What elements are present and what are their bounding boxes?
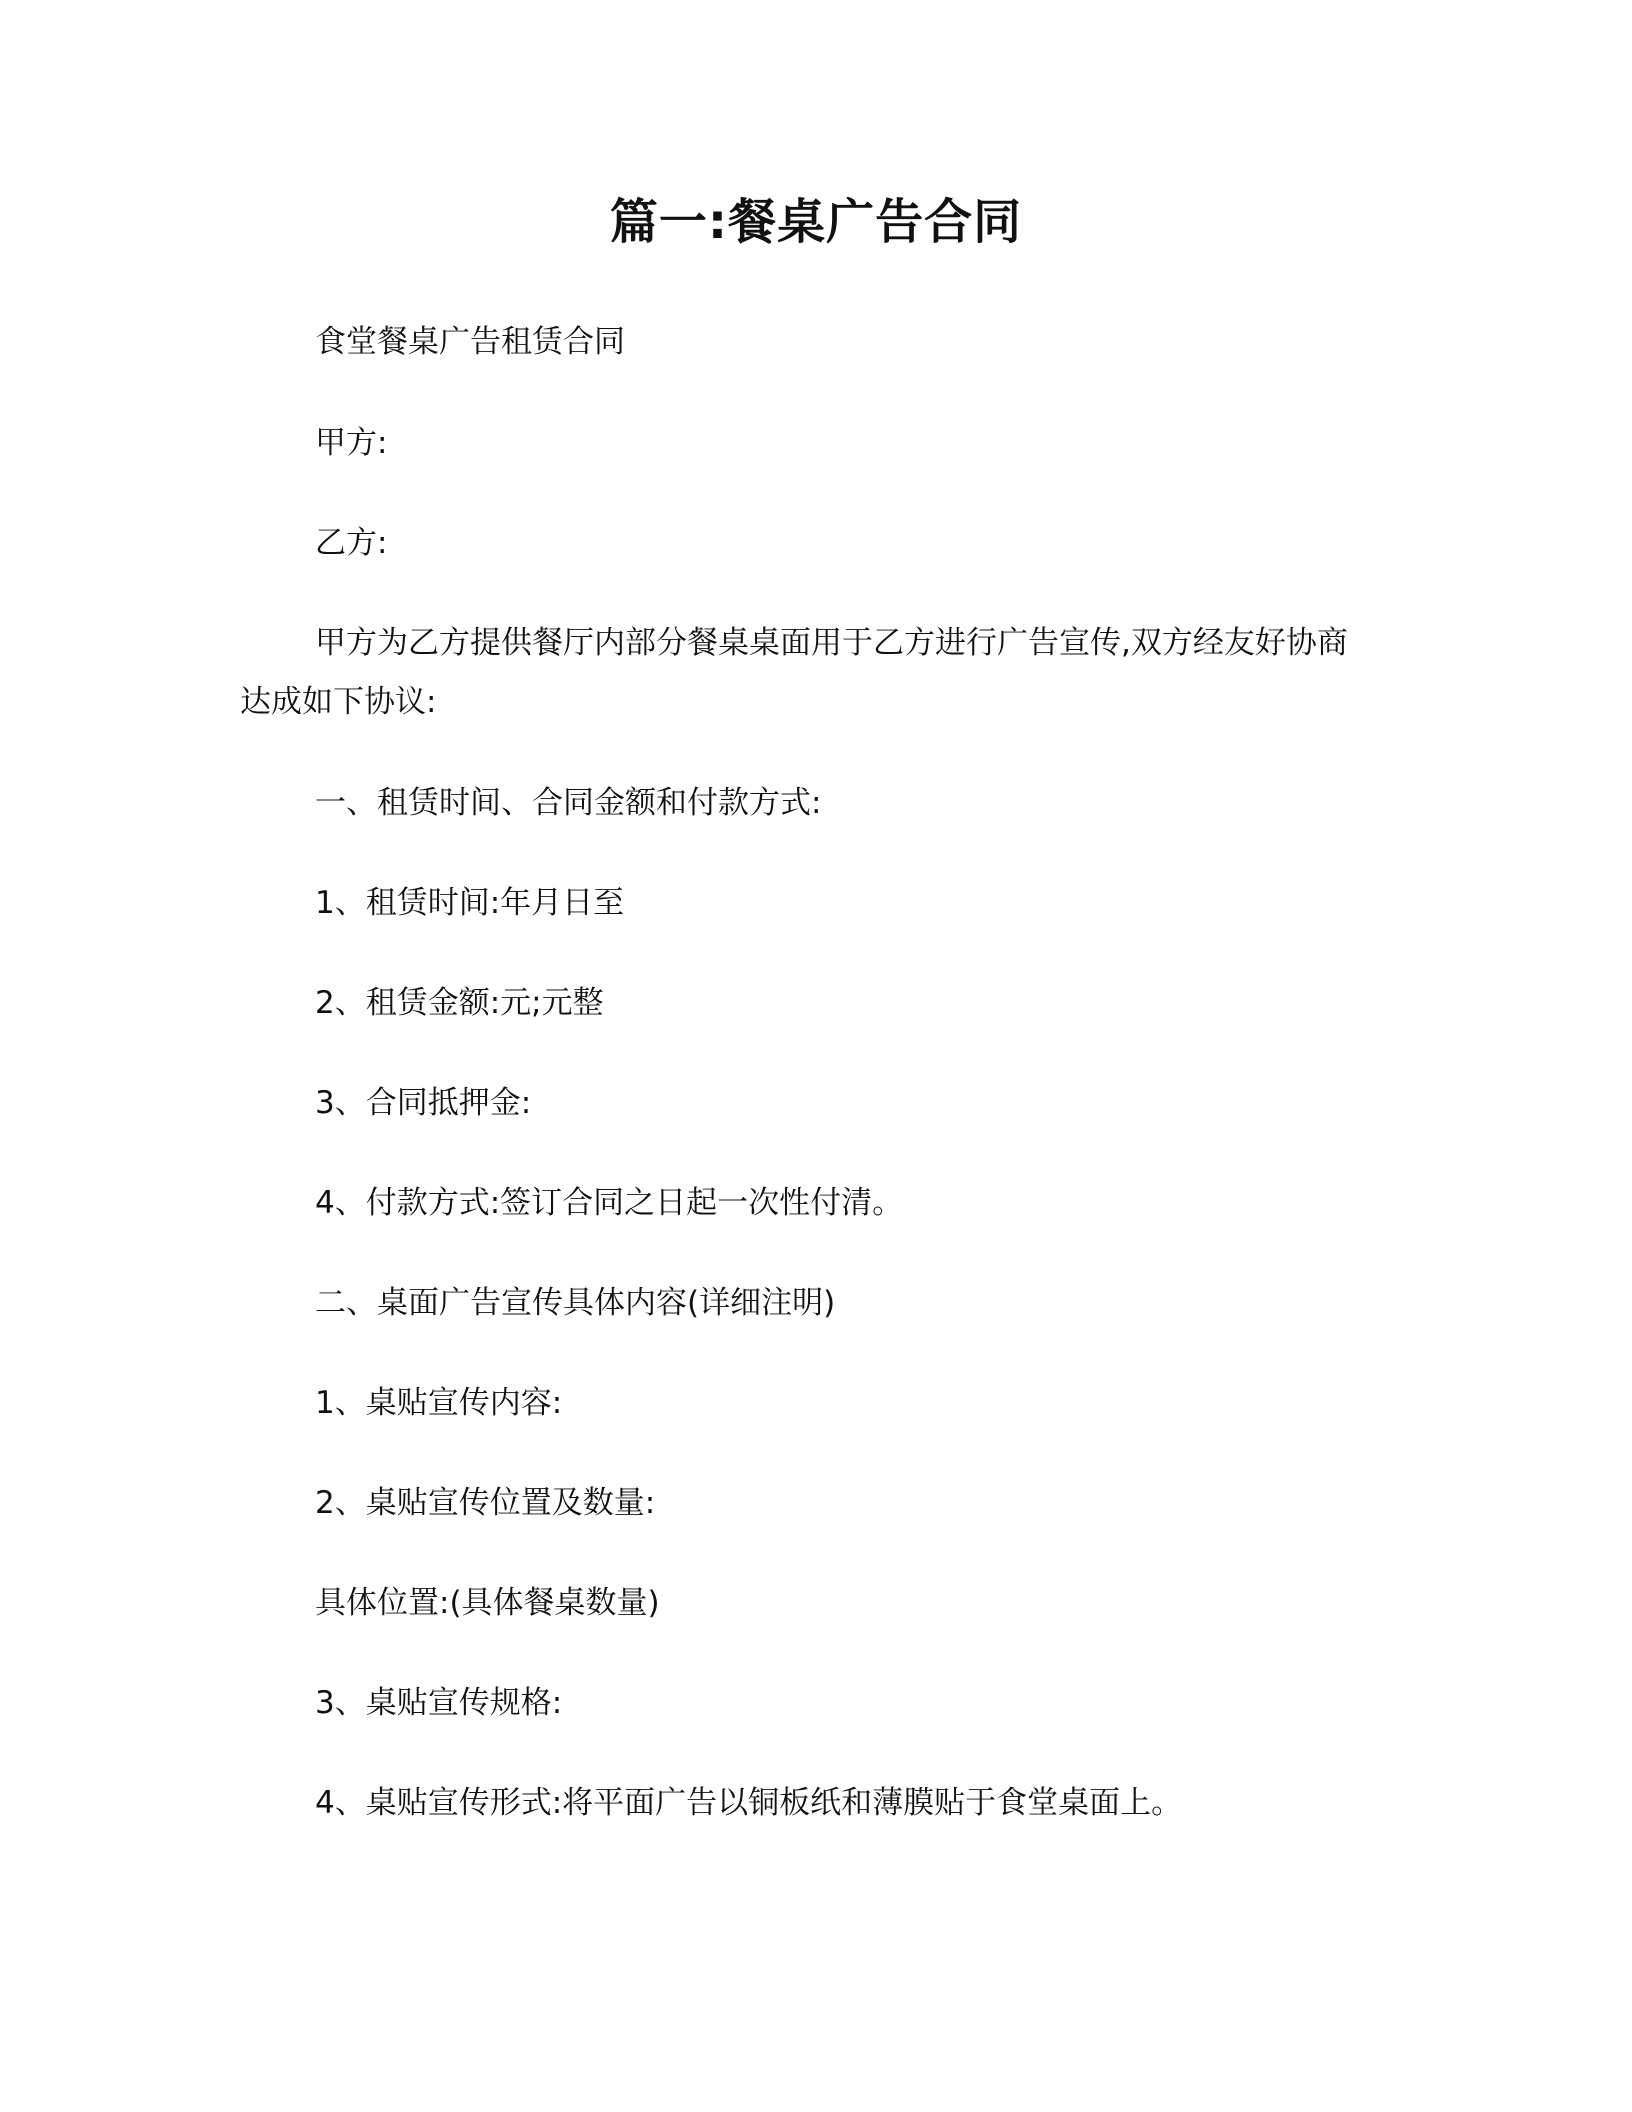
clause-1-2: 2、租赁金额:元;元整: [315, 985, 604, 1021]
clause-2-2: 2、桌贴宣传位置及数量:: [315, 1485, 656, 1521]
clause-1-1: 1、租赁时间:年月日至: [315, 885, 625, 921]
party-b-label: 乙方:: [315, 525, 388, 561]
party-a-label: 甲方:: [315, 425, 388, 461]
clause-1-4: 4、付款方式:签订合同之日起一次性付清。: [315, 1185, 904, 1221]
clause-2-3: 3、桌贴宣传规格:: [315, 1685, 563, 1721]
clause-2-2-detail: 具体位置:(具体餐桌数量): [315, 1585, 660, 1621]
clause-1-3: 3、合同抵押金:: [315, 1085, 532, 1121]
contract-subtitle: 食堂餐桌广告租赁合同: [315, 324, 625, 360]
document-title: 篇一:餐桌广告合同: [609, 194, 1023, 250]
section-heading-2: 二、桌面广告宣传具体内容(详细注明): [315, 1285, 836, 1321]
clause-2-4: 4、桌贴宣传形式:将平面广告以铜板纸和薄膜贴于食堂桌面上。: [315, 1785, 1183, 1821]
clause-2-1: 1、桌贴宣传内容:: [315, 1385, 563, 1421]
section-heading-1: 一、租赁时间、合同金额和付款方式:: [315, 785, 822, 821]
intro-paragraph-line-2: 达成如下协议:: [240, 684, 437, 720]
intro-paragraph-line-1: 甲方为乙方提供餐厅内部分餐桌桌面用于乙方进行广告宣传,双方经友好协商: [315, 625, 1348, 661]
